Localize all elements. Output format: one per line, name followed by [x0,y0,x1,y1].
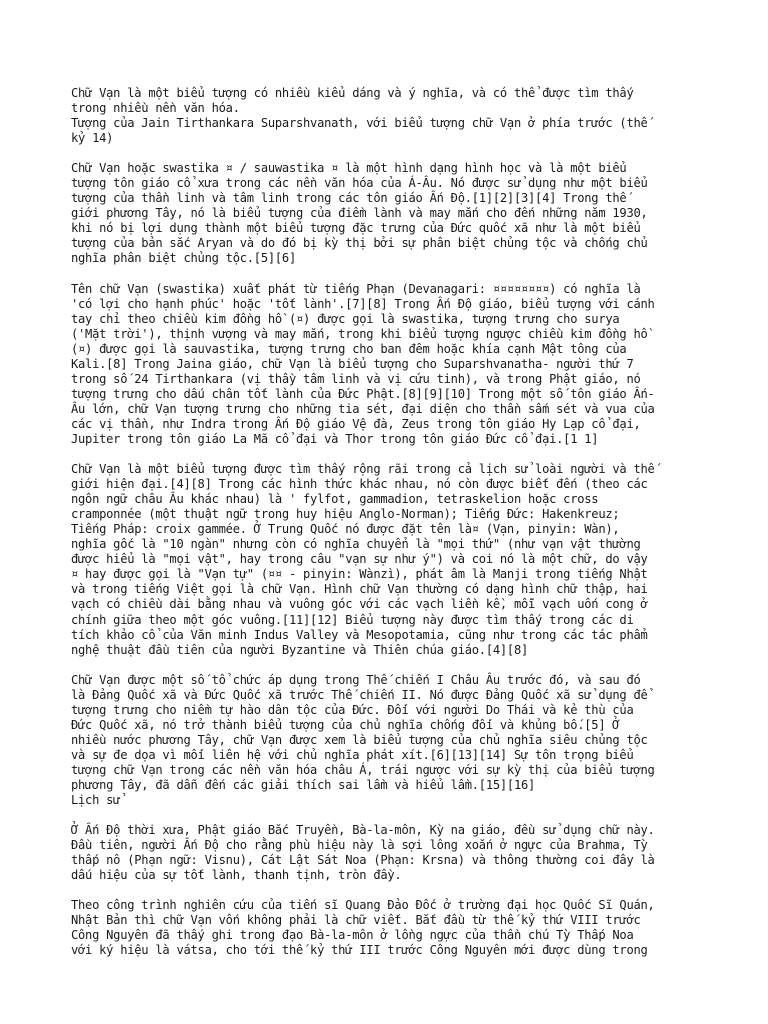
paragraph-worldwide: Chữ Vạn là một biểu tượng được tìm thấy rộng rãi trong cả lịch sử loài người và thế giới hiện đại.[4][8] Trong các hình thức khác nhau, nó còn được biết đến (theo các ngôn ngữ châu Âu khác nhau) là ' fylfot, gammadion, tetraskelion hoặc cross cramponnée (một thuật ngữ trong huy hiệu Anglo-Norman); Tiếng Đức: Hakenkreuz; Tiếng Pháp: croix gammée. Ở Trung Quốc nó được đặt tên là¤ (Vạn, pinyin: Wàn), nghĩa gốc là "10 ngàn" nhưng còn có nghĩa chuyển là "mọi thứ" (như vạn vật thường được hiểu là "mọi vật", hay trong câu "vạn sự như ý") và coi nó là một chữ, do vậy ¤ hay được gọi là "Vạn tự" (¤¤ - pinyin: Wànzì), phát âm là Manji trong tiếng Nhật và trong tiếng Việt gọi là chữ Vạn. Hình chữ Vạn thường có dạng hình chữ thập, hai vạch có chiều dài bằng nhau và vuông góc với các vạch liền kề, mỗi vạch uốn cong ở chính giữa theo một góc vuông.[11][12] Biểu tượng này được tìm thấy trong các di tích khảo cổ của Văn minh Indus Valley và Mesopotamia, cũng như trong các tác phẩm nghệ thuật đầu tiên của người Byzantine và Thiên chúa giáo.[4][8] [71,462,655,657]
paragraph-etymology: Tên chữ Vạn (swastika) xuất phát từ tiếng Phạn (Devanagari: ¤¤¤¤¤¤¤¤) có nghĩa là 'có lợi cho hạnh phúc' hoặc 'tốt lành'.[7][8] Trong Ấn Độ giáo, biểu tượng với cánh tay chỉ theo chiều kim đồng hồ (¤) được gọi là swastika, tượng trưng cho surya ('Mặt trời'), thịnh vượng và may mắn, trong khi biểu tượng ngược chiều kim đồng hồ (¤) được gọi là sauvastika, tượng trưng cho ban đêm hoặc khía cạnh Mật tông của Kali.[8] Trong Jaina giáo, chữ Vạn là biểu tượng cho Suparshvanatha- người thứ 7 trong số 24 Tirthankara (vị thầy tâm linh và vị cứu tinh), và trong Phật giáo, nó tượng trưng cho dấu chân tốt lành của Đức Phật.[8][9][10] Trong một số tôn giáo Ấn- Âu lớn, chữ Vạn tượng trưng cho những tia sét, đại diện cho thần sấm sét và vua của các vị thần, như Indra trong Ấn Độ giáo Vệ đà, Zeus trong tôn giáo Hy Lạp cổ đại, Jupiter trong tôn giáo La Mã cổ đại và Thor trong tôn giáo Đức cổ đại.[1 1] [71,281,655,446]
paragraph-definition: Chữ Vạn hoặc swastika ¤ / sauwastika ¤ là một hình dạng hình học và là một biểu tượng tôn giáo cổ xưa trong các nền văn hóa của Á-Âu. Nó được sử dụng như một biểu tượng của thần linh và tâm linh trong các tôn giáo Ấn Độ.[1][2][3][4] Trong thế giới phương Tây, nó là biểu tượng của điềm lành và may mắn cho đến những năm 1930, khi nó bị lợi dụng thành một biểu tượng đặc trưng của Đức quốc xã như là một biểu tượng của bản sắc Aryan và do đó bị kỳ thị bởi sự phân biệt chủng tộc và chống chủ nghĩa phân biệt chủng tộc.[5][6] [71,161,648,266]
intro-caption-1: Chữ Vạn là một biểu tượng có nhiều kiểu dáng và ý nghĩa, và có thể được tìm thấy trong nhiều nền văn hóa. [71,86,634,116]
paragraph-ancient-india: Ở Ấn Độ thời xưa, Phật giáo Bắc Truyền, Bà-la-môn, Kỳ na giáo, đều sử dụng chữ này. Đầu tiên, người Ấn Độ cho rằng phù hiệu này là sợi lông xoắn ở ngực của Brahma, Tỳ thấp nô (Phạn ngữ: Visnu), Cát Lật Sát Noa (Phạn: Krsna) và thông thường coi đây là dấu hiệu của sự tốt lành, thanh tịnh, tròn đầy. [71,823,655,883]
section-heading-history: Lịch sử [71,793,121,808]
intro-caption-2: Tượng của Jain Tirthankara Suparshvanath, với biểu tượng chữ Vạn ở phía trước (thế kỷ 14) [71,116,648,146]
paragraph-research: Theo công trình nghiên cứu của tiến sĩ Quang Đảo Đốc ở trường đại học Quốc Sĩ Quán, Nhật Bản thì chữ Vạn vốn không phải là chữ viết. Bắt đầu từ thế kỷ thứ VIII trước Công Nguyên đã thấy ghi trong đạo Bà-la-môn ở lồng ngực của thần chú Tỳ Thấp Noa với ký hiệu là vátsa, cho tới thế kỷ thứ III trước Công Nguyên mới được dùng trong [71,898,655,958]
paragraph-nazi-usage: Chữ Vạn được một số tổ chức áp dụng trong Thế chiến I Châu Âu trước đó, và sau đó là Đảng Quốc xã và Đức Quốc xã trước Thế chiến II. Nó được Đảng Quốc xã sử dụng để tượng trưng cho niềm tự hào dân tộc của Đức. Đối với người Do Thái và kẻ thù của Đức Quốc xã, nó trở thành biểu tượng của chủ nghĩa chống đối và khủng bố.[5] Ở nhiều nước phương Tây, chữ Vạn được xem là biểu tượng của chủ nghĩa siêu chủng tộc và sự đe dọa vì mối liên hệ với chủ nghĩa phát xít.[6][13][14] Sự tôn trọng biểu tượng chữ Vạn trong các nền văn hóa châu Á, trái ngược với sự kỳ thị của biểu tượng phương Tây, đã dẫn đến các giải thích sai lầm và hiểu lầm.[15][16] [71,672,655,792]
document-page [71,86,711,973]
